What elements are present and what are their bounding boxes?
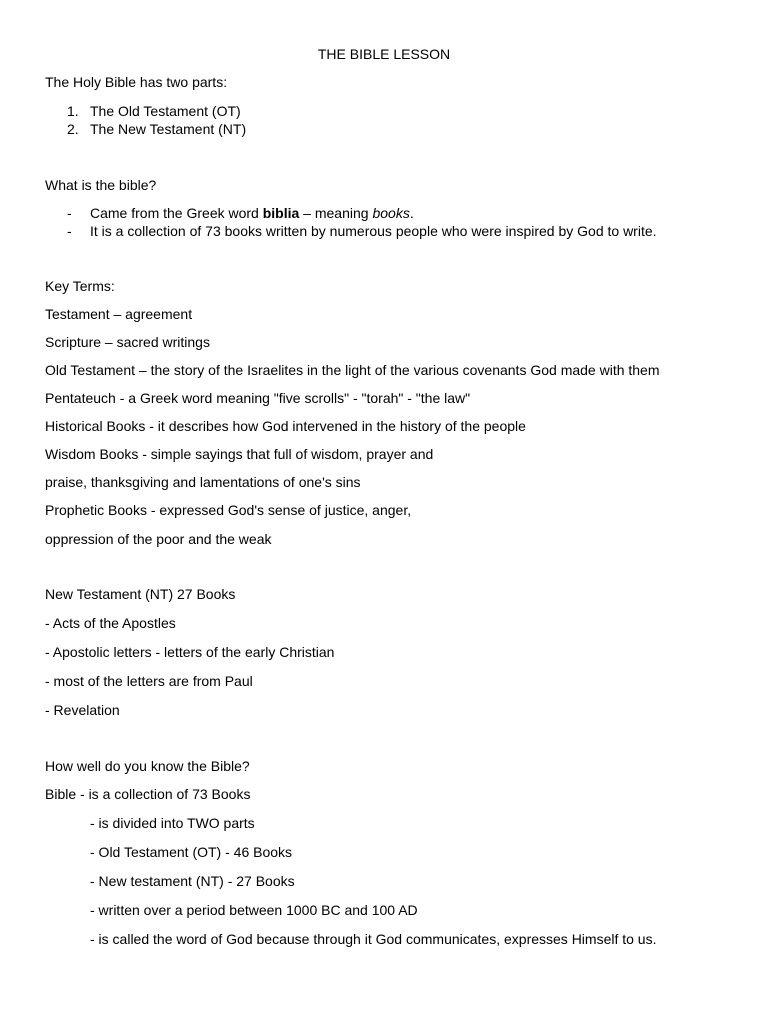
quiz-line: - is called the word of God because through it God communicates, expresses Himself to us. (90, 931, 657, 947)
quiz-line: - written over a period between 1000 BC and 100 AD (90, 902, 418, 918)
quiz-line: - New testament (NT) - 27 Books (90, 873, 295, 889)
section-heading: Key Terms: (45, 278, 115, 294)
quiz-line: - is divided into TWO parts (90, 815, 255, 831)
text-segment: . (409, 205, 414, 221)
bullet-dash: - (67, 205, 72, 221)
list-item: The New Testament (NT) (90, 121, 247, 137)
list-item (90, 204, 414, 222)
term-line: Prophetic Books - expressed God's sense of justice, anger, (45, 502, 412, 518)
section-heading: New Testament (NT) 27 Books (45, 586, 236, 602)
text-segment: – meaning (299, 205, 373, 221)
list-item: The Old Testament (OT) (90, 103, 241, 119)
quiz-line: Bible - is a collection of 73 Books (45, 786, 251, 802)
nt-line: - Acts of the Apostles (45, 615, 176, 631)
quiz-line: - Old Testament (OT) - 46 Books (90, 844, 293, 860)
term-line: praise, thanksgiving and lamentations of one's sins (45, 474, 361, 490)
text-segment: Came from the Greek word (90, 205, 263, 221)
section-heading: How well do you know the Bible? (45, 758, 250, 774)
page-title: THE BIBLE LESSON (317, 46, 451, 62)
meaning-word: books (372, 205, 410, 221)
nt-line: - most of the letters are from Paul (45, 673, 253, 689)
nt-line: - Revelation (45, 702, 120, 718)
section-heading: What is the bible? (45, 177, 157, 193)
greek-word: biblia (262, 205, 300, 221)
list-item: It is a collection of 73 books written by numerous people who were inspired by God to write. (90, 223, 657, 239)
bullet-dash: - (67, 223, 72, 239)
list-number: 2. (67, 121, 79, 137)
term-line: Testament – agreement (45, 306, 193, 322)
term-line: Scripture – sacred writings (45, 334, 210, 350)
term-line: oppression of the poor and the weak (45, 531, 272, 547)
nt-line: - Apostolic letters - letters of the early Christian (45, 644, 335, 660)
list-number: 1. (67, 103, 79, 119)
term-line: Wisdom Books - simple sayings that full of wisdom, prayer and (45, 446, 434, 462)
term-line: Historical Books - it describes how God intervened in the history of the people (45, 418, 526, 434)
intro-text: The Holy Bible has two parts: (45, 74, 228, 90)
term-line: Old Testament – the story of the Israelites in the light of the various covenants God made with them (45, 362, 660, 378)
term-line: Pentateuch - a Greek word meaning "five scrolls" - "torah" - "the law" (45, 390, 471, 406)
